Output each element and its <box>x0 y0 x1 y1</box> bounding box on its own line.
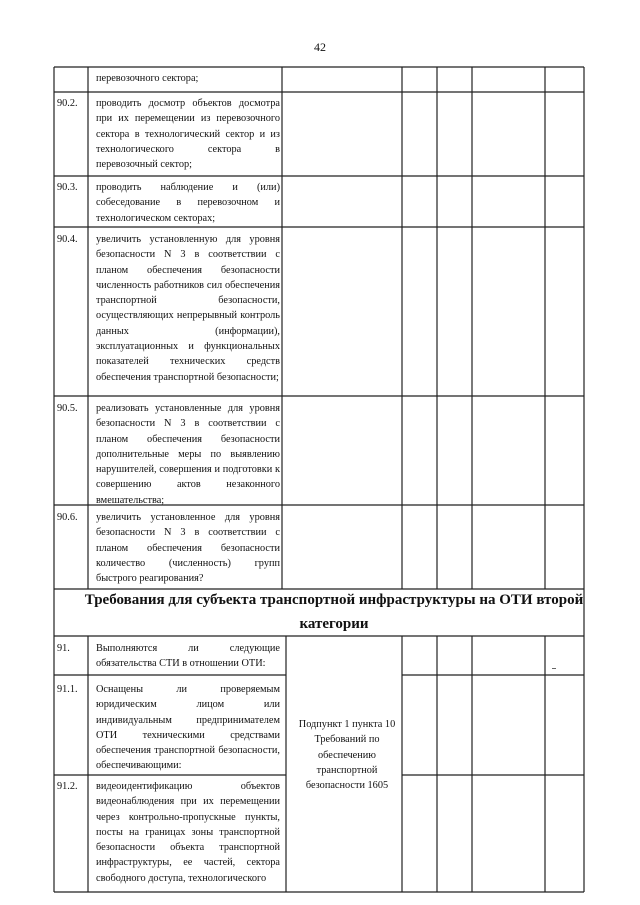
row-text: увеличить установленное для уровня безопасности N 3 в соответствии с планом обеспечения безопасности количество (численность) групп быстрого реагирования? <box>96 512 280 585</box>
row-text: видеоидентификацию объектов видеонаблюдения при их перемещении через контрольно-пропускные пункты, посты на границах зоны транспортной безопасности объекта транспортной инфраструктуры, ее частей, сектора свободного доступа, технологического <box>96 781 280 884</box>
row-text: перевозочного сектора; <box>96 73 199 84</box>
row-number: 91.2. <box>57 781 78 792</box>
reference-cell: Подпункт 1 пункта 10 Требований по обеспечению транспортной безопасности 1605 <box>298 719 396 792</box>
row-number: 90.2. <box>57 98 78 109</box>
row-number: 90.4. <box>57 234 78 245</box>
row-number: 91.1. <box>57 684 78 695</box>
row-number: 90.6. <box>57 512 78 523</box>
row-text: Оснащены ли проверяемым юридическим лицом или индивидуальным предпринимателем ОТИ техническими средствами обеспечения транспортной безопасности, обеспечивающими: <box>96 684 280 772</box>
row-text: проводить наблюдение и (или) собеседование в перевозочном и технологическом секторах; <box>96 182 280 224</box>
row-number: 90.3. <box>57 182 78 193</box>
row-number: 90.5. <box>57 403 78 414</box>
section-heading: Требования для субъекта транспортной инфраструктуры на ОТИ второй категории <box>84 592 584 632</box>
scan-mark <box>552 668 556 669</box>
row-text: проводить досмотр объектов досмотра при их перемещении из перевозочного сектора в технологический сектор и из технологического сектора в перевозочный сектор; <box>96 98 280 171</box>
row-text: реализовать установленные для уровня безопасности N 3 в соответствии с планом обеспечения безопасности дополнительные меры по выявлению нарушителей, совершения и подготовки к совершению актов незаконного вмешательства; <box>96 403 280 506</box>
row-text: увеличить установленную для уровня безопасности N 3 в соответствии с планом обеспечения безопасности численность работников сил обеспечения транспортной безопасности, осуществляющих непрерывный контроль данных (информации), эксплуатационных и функциональных показателей технических средств обеспечения транспортной безопасности; <box>96 234 280 383</box>
row-number: 91. <box>57 643 70 654</box>
page-number: 42 <box>314 40 326 54</box>
row-text: Выполняются ли следующие обязательства СТИ в отношении ОТИ: <box>96 643 280 670</box>
